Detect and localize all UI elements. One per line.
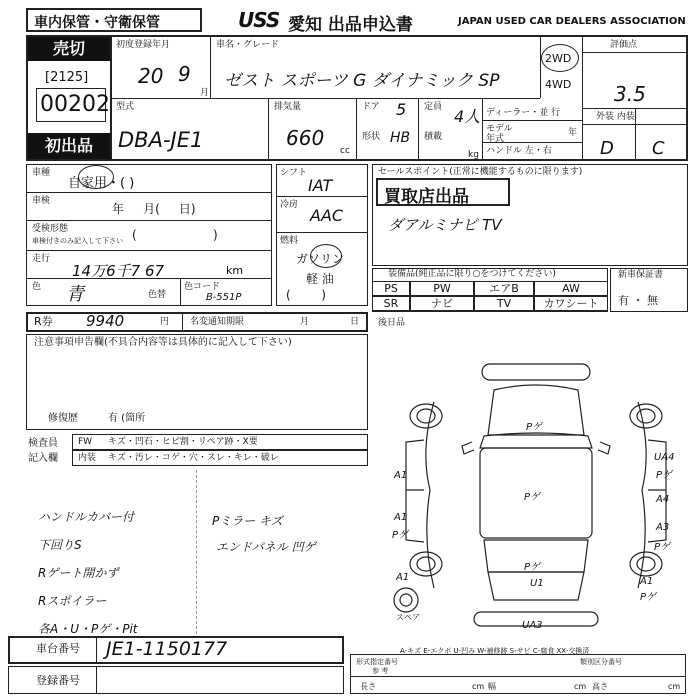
storage-badge-text: 車内保管・守衛保管 [34,15,160,31]
fw-label: FW [78,437,93,447]
first-reg-label: 初度登録年月 [116,40,171,50]
new-cert-label: 新車保証書 [618,270,664,280]
mark-right-rear: A3 [656,522,670,533]
year-unit: 年 [568,128,578,138]
fuel-label: 燃料 [280,236,299,246]
mark-right-front: UA4 [654,452,675,463]
type-label: 車種 [32,168,51,178]
length-cm: cm [472,682,485,691]
association-name: JAPAN USED CAR DEALERS ASSOCIATION [458,16,686,27]
ac-label: 冷房 [280,200,299,210]
fuel-diesel: 軽 油 [306,272,334,286]
fuel-gasoline: ガソリン [296,252,345,266]
lot-code: [2125] [45,70,89,85]
handle-label: ハンドル 左・右 [486,146,552,156]
sales-points-title: セールスポイント(正常に機能するものに限ります) [378,167,583,177]
type-circle [78,165,114,189]
brand-title: 愛知 出品申込書 [288,15,413,35]
displacement-label: 排気量 [274,102,302,112]
inspector-comment: Rスポイラー [38,594,107,608]
mark-left-front: A1 [394,470,408,481]
cc-unit: cc [340,146,350,156]
brand-logo: USS [238,8,280,32]
grade-score: 3.5 [614,82,646,106]
color-switch-label: 色替 [148,290,167,300]
mark-right-front2: Pゲ [656,470,673,481]
mileage-label: 走行 [32,254,51,264]
name-grade: ゼスト スポーツ G ダイナミック SP [224,71,500,91]
equipment-grid [372,281,608,311]
exterior-grade: D [600,138,614,159]
equipment-item: カワシート [534,296,608,311]
height-cm: cm [668,682,681,691]
inspector-comment: Pミラー キズ [212,514,283,528]
color-label: 色 [32,282,42,292]
mark-right-mid: A4 [656,494,670,505]
class-number-label: 類別区分番号 [580,658,622,666]
nc-day: 日 [350,317,360,327]
spare-label: スペア [396,613,420,622]
inspector-comment: 下回りS [38,538,82,552]
new-cert-value: 有 ・ 無 [618,294,658,307]
form-note: 車検付きのみ記入して下さい [32,237,123,245]
capacity: 4人 [454,107,481,126]
first-listing-label: 初出品 [28,133,110,159]
interior-grade: C [652,138,665,159]
equipment-item: PW [410,281,474,296]
first-reg-year: 20 [138,64,164,88]
model-label: 型式 [116,102,135,112]
shape: HB [390,130,411,146]
color: 青 [66,284,84,305]
height-label: 高さ [592,682,608,691]
drive-2wd: 2WD [545,52,572,65]
drive-4wd: 4WD [545,78,572,91]
mark-rear-bumper: UA3 [522,620,543,631]
length-label: 長さ [360,682,376,691]
name-grade-label: 車名・グレード [216,40,280,50]
ext-int-label: 外装 内装 [596,112,635,122]
color-code: B-551P [206,292,242,303]
damage-legend: A-キズ E-エクボ U-凹み W-補修跡 S-サビ C-腐食 XX-交換済 [400,647,590,655]
width-label: 幅 [488,682,496,691]
equipment-item: TV [474,296,534,311]
fuel-circle [310,244,342,268]
lot-number: 00202 [40,92,110,117]
model: DBA-JE1 [118,128,204,152]
sold-label: 売切 [28,37,110,61]
shift-label: シフト [280,168,308,178]
kg-unit: kg [468,150,479,160]
fuel-other: ( ) [286,288,326,302]
int-label: 内装 [78,453,97,463]
inspection-value: 年 月( 日) [112,202,196,216]
width-cm: cm [574,682,587,691]
displacement: 660 [286,126,325,150]
form-number-label: 形式指定番号 [356,658,398,666]
equipment-title: 装備品(純正品に限り○をつけてください) [388,269,556,279]
after-label: 後日品 [378,318,406,328]
first-reg-month: 9 [178,62,191,86]
ac: AAC [310,206,344,225]
inspector-comment: 各A・U・Pゲ・Pit [38,622,138,636]
chassis-number: JE1-1150177 [106,638,228,660]
mark-right-rear2: Pゲ [654,542,671,553]
repair-label: 修復歴 [48,413,78,424]
inspector-comment: ハンドルカバー付 [38,510,135,524]
buyer-listing: 買取店出品 [384,187,469,207]
doors: 5 [396,100,407,119]
inspection-label: 車検 [32,196,51,206]
mark-left-mid: A1 [394,512,408,523]
seal-label: 登録番号 [36,674,80,687]
equipment-item: AW [534,281,608,296]
int-items: キズ・汚レ・コゲ・穴・スレ・キレ・破レ [108,453,279,463]
mark-rear: Pゲ [524,562,541,573]
fw-items: キズ・凹石・ヒビ割・リペア跡・X要 [108,437,258,447]
grade-label: 評価点 [610,40,638,50]
equipment-item: SR [372,296,410,311]
mark-left-mid2: Pゲ [392,530,409,541]
mark-hood: Pゲ [526,422,543,433]
load-label: 積載 [424,132,443,142]
drive-circle [541,44,579,72]
sales-points-content: ダアルミナビ TV [388,216,502,234]
shift: IAT [308,176,333,195]
mark-rear2: U1 [530,578,544,589]
type-options: 自家用・( ) [68,176,135,191]
shape-label: 形状 [362,132,381,142]
yen-unit: 円 [160,317,170,327]
chassis-label: 車台番号 [36,642,80,655]
mark-right-rear3: A1 [640,576,654,587]
doors-label: ドア [362,102,380,112]
recycle-label: R券 [34,315,53,328]
inspector-label: 検査員 記入欄 [28,438,58,464]
mark-roof: Pゲ [524,492,541,503]
inspector-comment: エンドパネル 凹ゲ [216,540,316,554]
form-value: ( ) [132,228,218,242]
equipment-item: ナビ [410,296,474,311]
mark-right-rear4: Pゲ [640,592,657,603]
color-code-label: 色コード [184,282,221,292]
model-year-label: モデル 年式 [486,124,513,144]
capacity-label: 定員 [424,102,443,112]
inspector-comment: Rゲート開かず [38,566,119,580]
mileage: 14万6千7 67 [72,262,165,280]
form-ref: 参 考 [372,667,389,675]
month-suffix: 月 [200,88,210,98]
recycle-value: 9940 [86,312,125,330]
mark-left-rear: A1 [396,572,410,583]
form-label: 受検形態 [32,224,69,234]
form-number-frame [350,654,686,694]
nc-month: 月 [300,317,310,327]
notes-title: 注意事項申告欄(不具合内容等は具体的に記入して下さい) [34,337,292,348]
name-change-label: 名変通知期限 [190,317,245,327]
km-unit: km [226,264,244,277]
equipment-item: エアB [474,281,534,296]
repair-value: 有 (箇所 [108,413,146,424]
dealer-label: ディーラー・並 行 [486,108,561,118]
equipment-item: PS [372,281,410,296]
